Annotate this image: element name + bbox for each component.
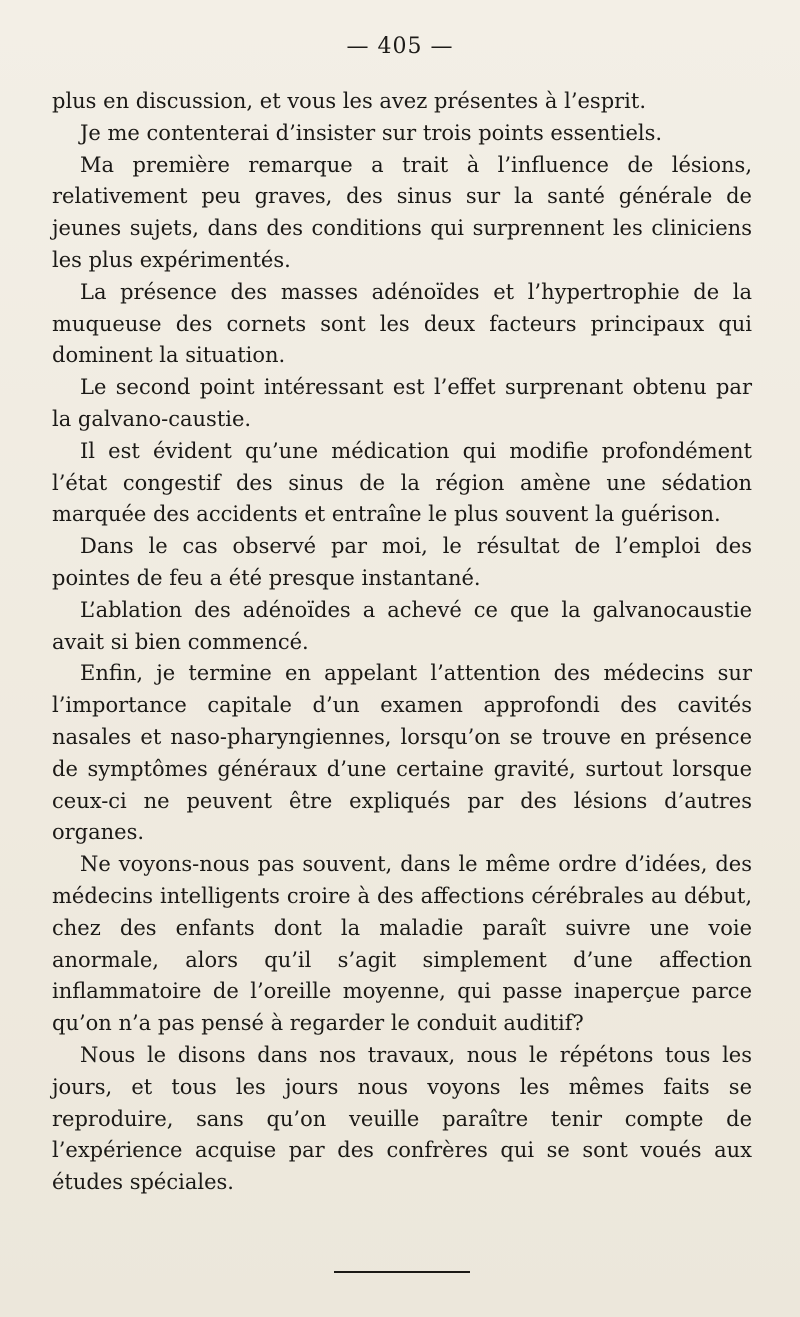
paragraph: Ma première remarque a trait à l’influence de lésions, relativement peu graves, des sinus sur la santé générale de jeunes sujets, dans des conditions qui surprennent les cliniciens les plus expérimentés. (52, 152, 752, 272)
paragraph: Enfin, je termine en appelant l’attention des médecins sur l’importance capitale d’un examen approfondi des cavités nasales et naso-pharyngiennes, lorsqu’on se trouve en présence de symptômes généraux d’une certaine gravité, surtout lorsque ceux-ci ne peuvent être expliqués par des lésions d’autres organes. (52, 661, 752, 845)
paragraph: plus en discussion, et vous les avez présentes à l’esprit. (52, 89, 647, 113)
paragraph: Dans le cas observé par moi, le résultat de l’emploi des pointes de feu a été presque instantané. (52, 534, 752, 590)
body-text (52, 86, 752, 1199)
paragraph: Ne voyons-nous pas souvent, dans le même ordre d’idées, des médecins intelligents croire à des affections cérébrales au début, chez des enfants dont la maladie paraît suivre une voie anormale, alors qu’il s’agit simplement d’une affection inflammatoire de l’oreille moyenne, qui passe inaperçue parce qu’on n’a pas pensé à regarder le conduit auditif? (52, 852, 752, 1036)
section-end-rule (334, 1271, 470, 1273)
page-number: — 405 — (346, 34, 454, 59)
paragraph: Nous le disons dans nos travaux, nous le répétons tous les jours, et tous les jours nous voyons les mêmes faits se reproduire, sans qu’on veuille paraître tenir compte de l’expérience acquise par des confrères qui se sont voués aux études spéciales. (52, 1042, 752, 1195)
paragraph: Le second point intéressant est l’effet surprenant obtenu par la galvano-caustie. (52, 375, 752, 431)
paragraph: L’ablation des adénoïdes a achevé ce que la galvanocaustie avait si bien commencé. (52, 597, 752, 654)
paragraph: Je me contenterai d’insister sur trois points essentiels. (80, 120, 663, 145)
paragraph: La présence des masses adénoïdes et l’hypertrophie de la muqueuse des cornets sont les deux facteurs principaux qui dominent la situation. (52, 279, 752, 368)
paragraph: Il est évident qu’une médication qui modifie profondément l’état congestif des sinus de la région amène une sédation marquée des accidents et entraîne le plus souvent la guérison. (52, 438, 752, 527)
